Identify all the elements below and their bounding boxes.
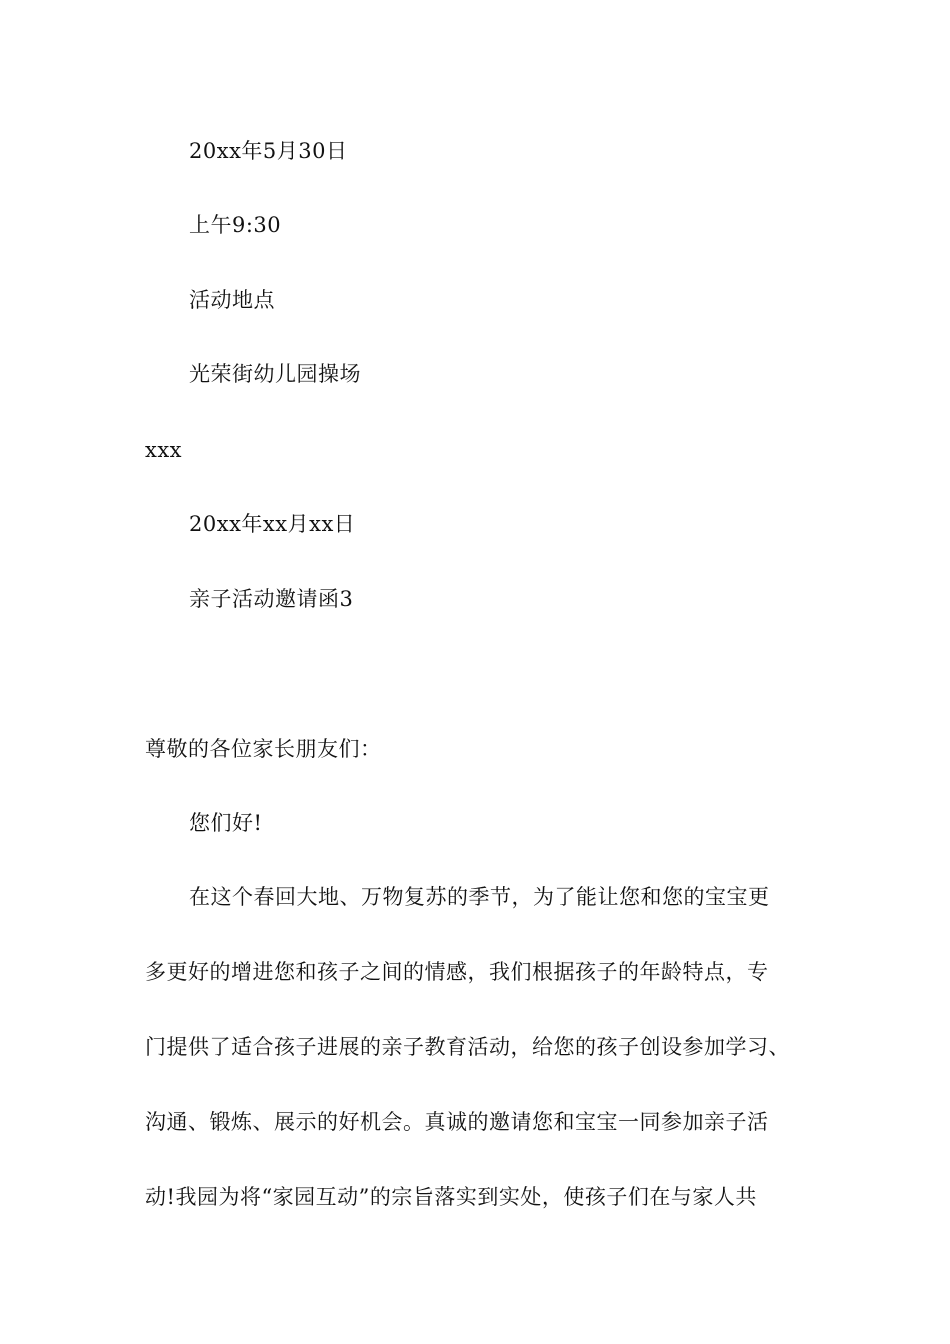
paragraph-line-1: 在这个春回大地、万物复苏的季节，为了能让您和您的宝宝更	[189, 885, 770, 909]
location-value: 光荣街幼儿园操场	[189, 362, 361, 386]
paragraph-line-3: 门提供了适合孩子进展的亲子教育活动，给您的孩子创设参加学习、	[145, 1035, 790, 1059]
signature-date: 20xx年xx月xx日	[189, 512, 356, 536]
paragraph-line-4: 沟通、锻炼、展示的好机会。真诚的邀请您和宝宝一同参加亲子活	[145, 1110, 769, 1134]
paragraph-line-5: 动!我园为将“家园互动”的宗旨落实到实处，使孩子们在与家人共	[145, 1185, 757, 1209]
event-date: 20xx年5月30日	[189, 139, 348, 163]
event-time: 上午9:30	[189, 213, 282, 237]
section-title: 亲子活动邀请函3	[189, 587, 354, 611]
salutation: 尊敬的各位家长朋友们：	[145, 737, 382, 761]
greeting: 您们好!	[189, 811, 263, 835]
signature-name: xxx	[145, 438, 183, 462]
paragraph-line-2: 多更好的增进您和孩子之间的情感，我们根据孩子的年龄特点，专	[145, 960, 769, 984]
location-heading: 活动地点	[189, 288, 275, 312]
